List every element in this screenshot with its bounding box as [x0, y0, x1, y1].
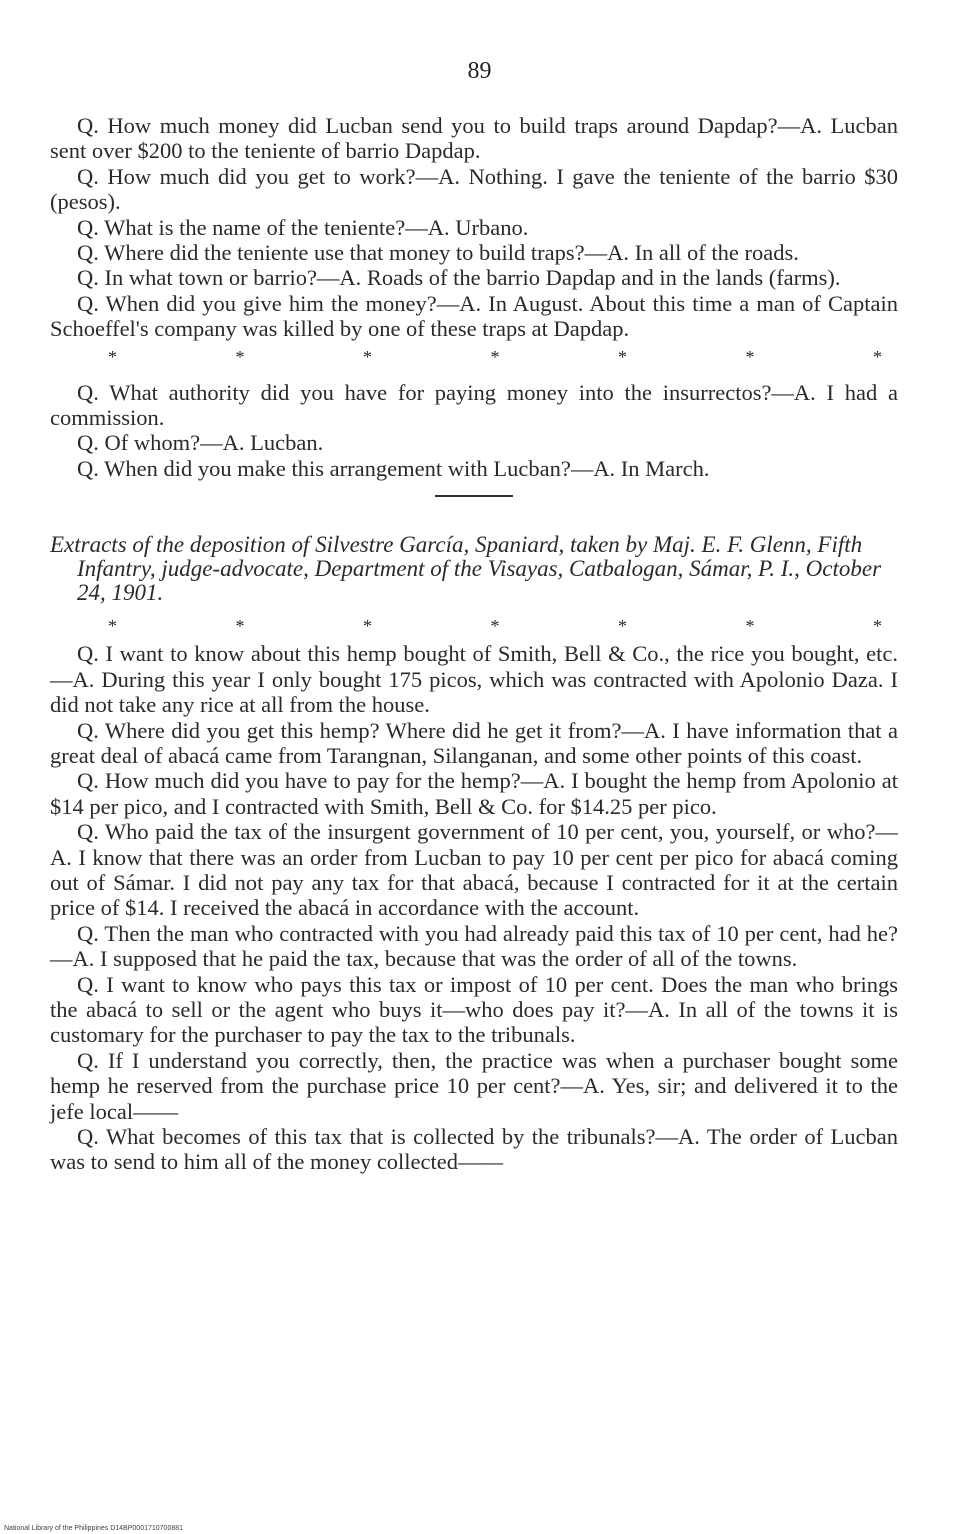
star: * — [235, 346, 245, 367]
star: * — [618, 346, 627, 367]
paragraph: Q. What authority did you have for paying money into the insurrectos?—A. I had a commission. — [50, 379, 898, 431]
paragraph: Q. Then the man who contracted with you had already paid this tax of 10 per cent, had he?—A. I supposed that he paid the tax, because that was the order of all of the towns. — [50, 920, 898, 972]
paragraph: Q. Where did the teniente use that money to build traps?—A. In all of the roads. — [77, 240, 799, 266]
paragraph: Q. Where did you get this hemp? Where did he get it from?—A. I have information that a great deal of abacá came from Tarangnan, Silanganan, and some other points of this coast. — [50, 717, 898, 768]
star: * — [108, 346, 117, 367]
star: * — [745, 616, 755, 637]
library-footer: National Library of the Philippines D14BP0001710700881 — [4, 1525, 184, 1532]
page-content — [50, 113, 898, 1175]
paragraph: Q. Who paid the tax of the insurgent government of 10 per cent, you, yourself, or who?—A. I know that there was an order from Lucban to pay 10 per cent per pico for abacá coming out of Sámar. I did not pay any tax for that abacá, because I contracted for it at the certain price of $14. I received the abacá in accordance with the account. — [50, 819, 898, 921]
paragraph: Q. In what town or barrio?—A. Roads of the barrio Dapdap and in the lands (farms). — [77, 265, 841, 291]
star: * — [745, 346, 755, 367]
paragraph: Q. Of whom?—A. Lucban. — [77, 430, 324, 456]
paragraph: Q. How much did you have to pay for the hemp?—A. I bought the hemp from Apolonio at $14 per pico, and I contracted with Smith, Bell & Co. for $14.25 per pico. — [50, 768, 898, 819]
star: * — [618, 616, 627, 637]
star: * — [108, 616, 117, 637]
paragraph: Q. If I understand you correctly, then, the practice was when a purchaser bought some hemp he reserved from the purchase price 10 per cent?—A. Yes, sir; and delivered it to the jefe local—— — [50, 1047, 898, 1124]
deposition-heading: Extracts of the deposition of Silvestre García, Spaniard, taken by Maj. E. F. Glenn, Fifth Infantry, judge-advocate, Department of the Visayas, Catbalogan, Sámar, P. I., October 24, 1901. — [50, 532, 882, 606]
paragraph: Q. When did you make this arrangement with Lucban?—A. In March. — [77, 455, 710, 481]
star: * — [363, 616, 372, 637]
star: * — [873, 616, 882, 637]
section-divider — [435, 495, 513, 497]
page-number: 89 — [467, 58, 492, 84]
star: * — [490, 616, 500, 637]
paragraph: Q. I want to know who pays this tax or impost of 10 per cent. Does the man who brings the abacá to sell or the agent who buys it—who does pay it?—A. In all of the towns it is customary for the purchaser to pay the tax to the tribunals. — [50, 971, 898, 1048]
star: * — [363, 346, 372, 367]
paragraph: Q. How much money did Lucban send you to build traps around Dapdap?—A. Lucban sent over $200 to the teniente of barrio Dapdap. — [50, 113, 898, 164]
ellipsis-stars — [50, 342, 898, 372]
section-testimony — [50, 113, 898, 481]
star: * — [235, 616, 245, 637]
star: * — [873, 346, 882, 367]
ellipsis-stars — [50, 611, 898, 641]
paragraph: Q. When did you give him the money?—A. In August. About this time a man of Captain Schoeffel's company was killed by one of these traps at Dapdap. — [50, 290, 898, 342]
star: * — [490, 346, 500, 367]
paragraph: Q. How much did you get to work?—A. Nothing. I gave the teniente of the barrio $30 (pesos). — [50, 163, 898, 215]
paragraph: Q. What becomes of this tax that is collected by the tribunals?—A. The order of Lucban was to send to him all of the money collected—— — [50, 1124, 898, 1175]
paragraph: Q. I want to know about this hemp bought of Smith, Bell & Co., the rice you bought, etc.—A. During this year I only bought 175 picos, which was contracted with Apolonio Daza. I did not take any rice at all from the house. — [50, 641, 898, 718]
section-deposition — [50, 533, 898, 1175]
paragraph: Q. What is the name of the teniente?—A. Urbano. — [77, 214, 529, 240]
